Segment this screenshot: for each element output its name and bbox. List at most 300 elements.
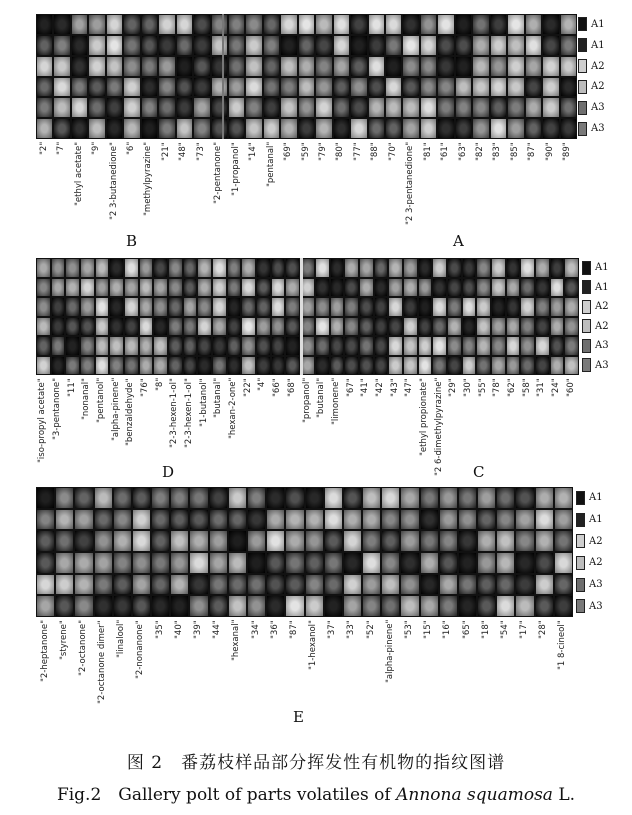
fingerprint-tile xyxy=(256,336,271,356)
fingerprint-tile xyxy=(263,35,280,56)
fingerprint-tile xyxy=(212,336,227,356)
fingerprint-tile xyxy=(381,595,400,617)
fingerprint-tile xyxy=(132,574,151,596)
fingerprint-tile xyxy=(343,574,362,596)
fingerprint-tile xyxy=(462,336,477,356)
fingerprint-tile xyxy=(71,35,88,56)
fingerprint-tile xyxy=(496,509,515,531)
fingerprint-tile xyxy=(53,118,70,139)
fingerprint-tile xyxy=(285,574,304,596)
fingerprint-tile xyxy=(315,297,330,317)
fingerprint-tile xyxy=(343,530,362,552)
fingerprint-tile xyxy=(535,595,554,617)
fingerprint-tile xyxy=(158,35,175,56)
fingerprint-tile xyxy=(315,317,330,337)
fingerprint-tile xyxy=(51,356,66,376)
column-label: "70" xyxy=(387,142,398,161)
fingerprint-tile xyxy=(455,97,472,118)
fingerprint-tile xyxy=(53,77,70,98)
column-label: "1-propanol" xyxy=(230,142,241,196)
fingerprint-tile xyxy=(141,56,158,77)
fingerprint-tile xyxy=(344,297,359,317)
fingerprint-tile xyxy=(418,297,433,317)
column-label: "hexanal" xyxy=(231,620,242,662)
fingerprint-grid-e xyxy=(36,487,573,617)
fingerprint-tile xyxy=(36,336,51,356)
fingerprint-tile xyxy=(333,14,350,35)
panel-divider-ba xyxy=(222,14,224,139)
fingerprint-tile xyxy=(36,35,53,56)
fingerprint-tile xyxy=(263,118,280,139)
fingerprint-tile xyxy=(271,336,286,356)
fingerprint-tile xyxy=(447,336,462,356)
fingerprint-tile xyxy=(476,336,491,356)
fingerprint-tile xyxy=(271,356,286,376)
fingerprint-tile xyxy=(228,14,245,35)
fingerprint-tile xyxy=(403,258,418,278)
column-label: "pentanal" xyxy=(265,142,276,188)
fingerprint-tile xyxy=(209,487,228,509)
fingerprint-tile xyxy=(189,487,208,509)
fingerprint-tile xyxy=(263,14,280,35)
fingerprint-tile xyxy=(51,317,66,337)
fingerprint-tile xyxy=(298,97,315,118)
fingerprint-tile xyxy=(305,574,324,596)
fingerprint-tile xyxy=(420,574,439,596)
fingerprint-tile xyxy=(476,297,491,317)
fingerprint-tile xyxy=(305,509,324,531)
column-label: "54" xyxy=(499,620,510,639)
column-label: "2-heptanone" xyxy=(39,620,50,683)
fingerprint-tile xyxy=(381,552,400,574)
fingerprint-tile xyxy=(228,595,247,617)
row-color-swatch xyxy=(576,534,585,548)
fingerprint-tile xyxy=(374,317,389,337)
fingerprint-tile xyxy=(36,118,53,139)
fingerprint-tile xyxy=(560,118,577,139)
fingerprint-tile xyxy=(212,317,227,337)
fingerprint-tile xyxy=(124,258,139,278)
column-label: "iso-propyl acetate" xyxy=(37,378,48,463)
fingerprint-tile xyxy=(228,509,247,531)
fingerprint-tile xyxy=(458,574,477,596)
row-color-swatch xyxy=(576,599,585,613)
fingerprint-tile xyxy=(477,574,496,596)
fingerprint-tile xyxy=(193,14,210,35)
row-label: A3 xyxy=(591,102,605,114)
column-label: "78" xyxy=(492,378,503,397)
fingerprint-tile xyxy=(447,356,462,376)
column-label: "pentanol" xyxy=(96,378,107,424)
fingerprint-tile xyxy=(437,56,454,77)
fingerprint-tile xyxy=(385,14,402,35)
panel-label-c: C xyxy=(473,463,485,481)
fingerprint-tile xyxy=(420,530,439,552)
fingerprint-tile xyxy=(458,487,477,509)
fingerprint-tile xyxy=(168,258,183,278)
fingerprint-tile xyxy=(298,14,315,35)
fingerprint-tile xyxy=(285,258,300,278)
fingerprint-tile xyxy=(439,595,458,617)
fingerprint-tile xyxy=(298,118,315,139)
row-legend-item xyxy=(582,300,609,314)
fingerprint-tile xyxy=(95,317,110,337)
fingerprint-tile xyxy=(535,356,550,376)
fingerprint-tile xyxy=(74,595,93,617)
fingerprint-tile xyxy=(432,317,447,337)
fingerprint-tile xyxy=(455,14,472,35)
fingerprint-tile xyxy=(158,118,175,139)
fingerprint-tile xyxy=(228,35,245,56)
fingerprint-tile xyxy=(170,574,189,596)
column-label: "87" xyxy=(527,142,538,161)
fingerprint-tile xyxy=(554,530,573,552)
fingerprint-tile xyxy=(211,77,228,98)
fingerprint-tile xyxy=(132,595,151,617)
fingerprint-tile xyxy=(324,530,343,552)
fingerprint-tile xyxy=(490,97,507,118)
fingerprint-tile xyxy=(80,278,95,298)
fingerprint-grid-dc xyxy=(36,258,579,375)
column-label: "2 6-dimethylpyrazine" xyxy=(433,378,444,477)
row-legend-item xyxy=(582,339,609,353)
fingerprint-tile xyxy=(418,278,433,298)
fingerprint-tile xyxy=(176,35,193,56)
fingerprint-tile xyxy=(432,278,447,298)
fingerprint-tile xyxy=(266,487,285,509)
fingerprint-tile xyxy=(520,336,535,356)
fingerprint-tile xyxy=(525,56,542,77)
fingerprint-tile xyxy=(507,118,524,139)
fingerprint-tile xyxy=(298,35,315,56)
fingerprint-tile xyxy=(420,487,439,509)
fingerprint-tile xyxy=(400,574,419,596)
fingerprint-tile xyxy=(88,35,105,56)
fingerprint-tile xyxy=(491,336,506,356)
fingerprint-tile xyxy=(462,258,477,278)
fingerprint-tile xyxy=(123,97,140,118)
fingerprint-tile xyxy=(124,278,139,298)
fingerprint-tile xyxy=(247,595,266,617)
fingerprint-tile xyxy=(542,35,559,56)
fingerprint-tile xyxy=(491,317,506,337)
fingerprint-tile xyxy=(113,509,132,531)
fingerprint-tile xyxy=(36,56,53,77)
fingerprint-tile xyxy=(560,35,577,56)
fingerprint-tile xyxy=(132,530,151,552)
fingerprint-tile xyxy=(280,118,297,139)
fingerprint-tile xyxy=(271,297,286,317)
fingerprint-tile xyxy=(88,56,105,77)
fingerprint-tile xyxy=(315,118,332,139)
fingerprint-tile xyxy=(490,77,507,98)
row-legend-item xyxy=(578,38,605,52)
fingerprint-tile xyxy=(550,258,565,278)
column-label: "87" xyxy=(288,620,299,639)
fingerprint-tile xyxy=(266,574,285,596)
fingerprint-tile xyxy=(209,552,228,574)
fingerprint-tile xyxy=(343,509,362,531)
fingerprint-tile xyxy=(385,97,402,118)
fingerprint-tile xyxy=(176,77,193,98)
fingerprint-tile xyxy=(266,509,285,531)
fingerprint-tile xyxy=(95,278,110,298)
fingerprint-tile xyxy=(228,118,245,139)
column-label: "2-pentanone" xyxy=(213,142,224,205)
fingerprint-tile xyxy=(535,317,550,337)
fingerprint-tile xyxy=(374,258,389,278)
fingerprint-tile xyxy=(36,317,51,337)
fingerprint-tile xyxy=(564,317,579,337)
fingerprint-tile xyxy=(343,552,362,574)
fingerprint-tile xyxy=(535,552,554,574)
fingerprint-tile xyxy=(520,258,535,278)
fingerprint-tile xyxy=(350,118,367,139)
column-label: "43" xyxy=(389,378,400,397)
fingerprint-tile xyxy=(439,552,458,574)
column-label: "68" xyxy=(286,378,297,397)
fingerprint-tile xyxy=(266,552,285,574)
fingerprint-tile xyxy=(170,509,189,531)
fingerprint-tile xyxy=(368,56,385,77)
column-label: "76" xyxy=(140,378,151,397)
row-color-swatch xyxy=(576,491,585,505)
row-color-swatch xyxy=(578,17,587,31)
fingerprint-tile xyxy=(74,552,93,574)
fingerprint-tile xyxy=(515,574,534,596)
fingerprint-tile xyxy=(476,278,491,298)
fingerprint-tile xyxy=(132,552,151,574)
fingerprint-tile xyxy=(36,509,55,531)
fingerprint-tile xyxy=(458,552,477,574)
row-legend-item xyxy=(576,599,603,613)
row-color-swatch xyxy=(576,556,585,570)
fingerprint-tile xyxy=(432,297,447,317)
fingerprint-tile xyxy=(139,317,154,337)
fingerprint-tile xyxy=(344,317,359,337)
fingerprint-tile xyxy=(402,14,419,35)
column-label: "40" xyxy=(173,620,184,639)
column-label: "ethyl propionate" xyxy=(418,378,429,456)
fingerprint-tile xyxy=(455,118,472,139)
fingerprint-tile xyxy=(374,336,389,356)
fingerprint-tile xyxy=(53,97,70,118)
fingerprint-tile xyxy=(490,118,507,139)
column-label: "2-nonanone" xyxy=(135,620,146,679)
fingerprint-tile xyxy=(247,552,266,574)
panel-divider-dc xyxy=(300,258,303,375)
row-label: A1 xyxy=(589,514,603,525)
fingerprint-tile xyxy=(88,97,105,118)
column-label: "41" xyxy=(360,378,371,397)
fingerprint-tile xyxy=(525,118,542,139)
fingerprint-tile xyxy=(212,356,227,376)
column-label: "2-3-hexen-1-ol" xyxy=(169,378,180,448)
fingerprint-tile xyxy=(113,574,132,596)
fingerprint-tile xyxy=(462,356,477,376)
fingerprint-tile xyxy=(36,97,53,118)
fingerprint-tile xyxy=(36,595,55,617)
fingerprint-tile xyxy=(53,56,70,77)
fingerprint-tile xyxy=(65,356,80,376)
fingerprint-tile xyxy=(183,278,198,298)
fingerprint-tile xyxy=(374,297,389,317)
fingerprint-tile xyxy=(542,97,559,118)
fingerprint-tile xyxy=(491,258,506,278)
fingerprint-tile xyxy=(515,595,534,617)
fingerprint-tile xyxy=(271,278,286,298)
fingerprint-tile xyxy=(402,56,419,77)
fingerprint-tile xyxy=(496,595,515,617)
fingerprint-tile xyxy=(65,317,80,337)
fingerprint-tile xyxy=(476,258,491,278)
fingerprint-tile xyxy=(432,336,447,356)
fingerprint-tile xyxy=(490,56,507,77)
fingerprint-tile xyxy=(472,77,489,98)
fingerprint-tile xyxy=(158,77,175,98)
column-label: "propanol" xyxy=(301,378,312,424)
fingerprint-tile xyxy=(476,317,491,337)
row-color-swatch xyxy=(576,513,585,527)
fingerprint-tile xyxy=(123,14,140,35)
fingerprint-tile xyxy=(315,56,332,77)
fingerprint-tile xyxy=(36,530,55,552)
fingerprint-tile xyxy=(124,317,139,337)
fingerprint-tile xyxy=(388,336,403,356)
fingerprint-tile xyxy=(542,118,559,139)
fingerprint-tile xyxy=(36,14,53,35)
fingerprint-tile xyxy=(256,356,271,376)
fingerprint-tile xyxy=(109,278,124,298)
fingerprint-tile xyxy=(350,35,367,56)
fingerprint-tile xyxy=(525,97,542,118)
fingerprint-tile xyxy=(315,258,330,278)
fingerprint-tile xyxy=(193,77,210,98)
fingerprint-tile xyxy=(359,356,374,376)
fingerprint-tile xyxy=(71,56,88,77)
fingerprint-tile xyxy=(315,278,330,298)
fingerprint-tile xyxy=(554,552,573,574)
fingerprint-tile xyxy=(476,356,491,376)
column-label: "21" xyxy=(160,142,171,161)
fingerprint-tile xyxy=(437,97,454,118)
fingerprint-tile xyxy=(455,35,472,56)
fingerprint-tile xyxy=(400,509,419,531)
fingerprint-tile xyxy=(403,297,418,317)
fingerprint-tile xyxy=(490,14,507,35)
fingerprint-tile xyxy=(542,14,559,35)
fingerprint-tile xyxy=(51,297,66,317)
fingerprint-tile xyxy=(554,487,573,509)
fingerprint-tile xyxy=(400,530,419,552)
fingerprint-tile xyxy=(385,56,402,77)
fingerprint-tile xyxy=(88,14,105,35)
column-label: "88" xyxy=(370,142,381,161)
fingerprint-tile xyxy=(209,509,228,531)
fingerprint-tile xyxy=(227,317,242,337)
row-color-swatch xyxy=(582,280,591,294)
fingerprint-tile xyxy=(496,574,515,596)
fingerprint-tile xyxy=(212,297,227,317)
fingerprint-tile xyxy=(418,336,433,356)
fingerprint-tile xyxy=(65,278,80,298)
fingerprint-tile xyxy=(209,530,228,552)
fingerprint-tile xyxy=(139,356,154,376)
fingerprint-tile xyxy=(439,509,458,531)
fingerprint-tile xyxy=(472,97,489,118)
column-label: "limonene" xyxy=(330,378,341,426)
row-legend-item xyxy=(578,17,605,31)
fingerprint-tile xyxy=(520,278,535,298)
column-label: "59" xyxy=(300,142,311,161)
fingerprint-tile xyxy=(197,278,212,298)
fingerprint-tile xyxy=(151,574,170,596)
fingerprint-tile xyxy=(350,14,367,35)
fingerprint-tile xyxy=(285,356,300,376)
column-label: "2-octanone" xyxy=(77,620,88,677)
column-label: "1-hexanol" xyxy=(308,620,319,670)
fingerprint-tile xyxy=(507,14,524,35)
fingerprint-tile xyxy=(472,56,489,77)
fingerprint-tile xyxy=(80,356,95,376)
fingerprint-tile xyxy=(74,530,93,552)
fingerprint-tile xyxy=(158,14,175,35)
fingerprint-tile xyxy=(285,317,300,337)
figure-caption-chinese: 图 2 番荔枝样品部分挥发性有机物的指纹图谱 xyxy=(126,753,506,773)
panel-label-b: B xyxy=(126,232,138,250)
fingerprint-tile xyxy=(507,56,524,77)
fingerprint-tile xyxy=(153,297,168,317)
column-label: "ethyl acetate" xyxy=(73,142,84,207)
fingerprint-tile xyxy=(458,509,477,531)
column-label: "37" xyxy=(327,620,338,639)
column-label: "15" xyxy=(423,620,434,639)
fingerprint-tile xyxy=(403,356,418,376)
fingerprint-tile xyxy=(439,574,458,596)
fingerprint-tile xyxy=(359,258,374,278)
fingerprint-tile xyxy=(343,595,362,617)
fingerprint-tile xyxy=(247,487,266,509)
fingerprint-tile xyxy=(315,97,332,118)
fingerprint-tile xyxy=(285,297,300,317)
row-label: A1 xyxy=(591,18,605,30)
fingerprint-tile xyxy=(176,97,193,118)
fingerprint-tile xyxy=(211,35,228,56)
fingerprint-tile xyxy=(51,336,66,356)
fingerprint-tile xyxy=(197,317,212,337)
fingerprint-tile xyxy=(227,336,242,356)
fingerprint-tile xyxy=(315,336,330,356)
fingerprint-tile xyxy=(228,97,245,118)
column-label: "alpha-pinene" xyxy=(110,378,121,442)
fingerprint-tile xyxy=(141,14,158,35)
fingerprint-tile xyxy=(71,77,88,98)
row-color-swatch xyxy=(576,578,585,592)
fingerprint-tile xyxy=(437,118,454,139)
fingerprint-tile xyxy=(256,278,271,298)
row-legend-item xyxy=(578,122,605,136)
caption-en-suffix: L. xyxy=(552,785,576,805)
fingerprint-tile xyxy=(95,356,110,376)
fingerprint-tile xyxy=(402,35,419,56)
fingerprint-tile xyxy=(368,35,385,56)
fingerprint-tile xyxy=(535,574,554,596)
fingerprint-tile xyxy=(333,118,350,139)
fingerprint-tile xyxy=(520,317,535,337)
fingerprint-tile xyxy=(362,509,381,531)
fingerprint-tile xyxy=(385,77,402,98)
column-label: "73" xyxy=(195,142,206,161)
